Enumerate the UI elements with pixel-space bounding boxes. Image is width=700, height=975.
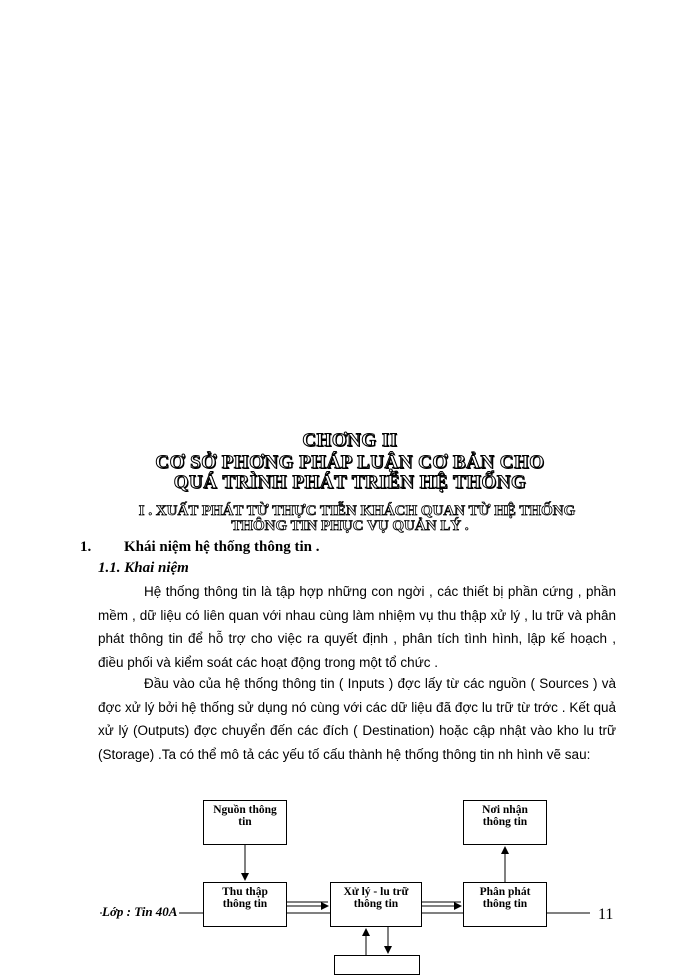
footer-class-label: Lớp : Tin 40A xyxy=(102,904,178,919)
box-destination-line1: Nơi nhận xyxy=(482,804,528,816)
diagram-box-process xyxy=(330,882,422,927)
diagram-box-distribute xyxy=(463,882,547,927)
box-source-line1: Nguồn thông xyxy=(213,804,277,816)
box-distribute-line1: Phân phát xyxy=(479,886,531,898)
diagram-box-storage xyxy=(334,955,420,975)
heading-title: Khái niệm hệ thống thông tin . xyxy=(124,539,320,555)
chapter-number: CHƠNG II xyxy=(302,430,398,451)
chapter-title-line2: QUÁ TRÌNH PHÁT TRIỂN HỆ THỐNG xyxy=(173,472,527,493)
section-title-line2: THÔNG TIN PHỤC VỤ QUẢN LÝ . xyxy=(231,518,469,534)
box-source-line2: tin xyxy=(238,816,252,828)
diagram-box-collect xyxy=(203,882,287,927)
diagram-box-destination xyxy=(463,800,547,845)
box-process-line1: Xử lý - lu trữ xyxy=(343,886,409,898)
section-title-line1: I . XUẤT PHÁT TỪ THỰC TIỄN KHÁCH QUAN TỪ HỆ THỐNG xyxy=(138,503,576,519)
page-number: 11 xyxy=(598,906,614,923)
box-process-line2: thông tin xyxy=(353,898,399,910)
paragraph-inputs-outputs: Đầu vào của hệ thống thông tin ( Inputs ) đợc lấy từ các nguồn ( Sources ) và đợc xử lý bởi hệ thống sử dụng nó cùng với các dữ liệu đã đợc lu trữ từ trớc . Kết quả xử lý (Outputs) đợc chuyển đến các đích ( Destination) hoặc cập nhật vào kho lu trữ (Storage) .Ta có thể mô tả các yếu tố cấu thành hệ thống thông tin nh hình vẽ sau: xyxy=(98,676,616,762)
box-collect-line1: Thu thập xyxy=(222,886,268,898)
box-distribute-line2: thông tin xyxy=(482,898,528,910)
subheading: 1.1. Khai niệm xyxy=(98,560,189,576)
heading-number: 1. xyxy=(80,539,92,555)
box-destination-line2: thông tin xyxy=(482,816,528,828)
paragraph-definition: Hệ thống thông tin là tập hợp những con ngời , các thiết bị phần cứng , phần mềm , dữ liệu có liên quan với nhau cùng làm nhiệm vụ thu thập xử lý , lu trữ và phân phát thông tin để hỗ trợ cho việc ra quyết định , phân tích tình hình, lập kế hoạch , điều phối và kiểm soát các hoạt động trong một tổ chức . xyxy=(98,584,616,670)
box-collect-line2: thông tin xyxy=(222,898,268,910)
chapter-title-line1: CƠ SỞ PHƠNG PHÁP LUẬN CƠ BẢN CHO xyxy=(155,452,545,473)
diagram-box-source xyxy=(203,800,287,845)
